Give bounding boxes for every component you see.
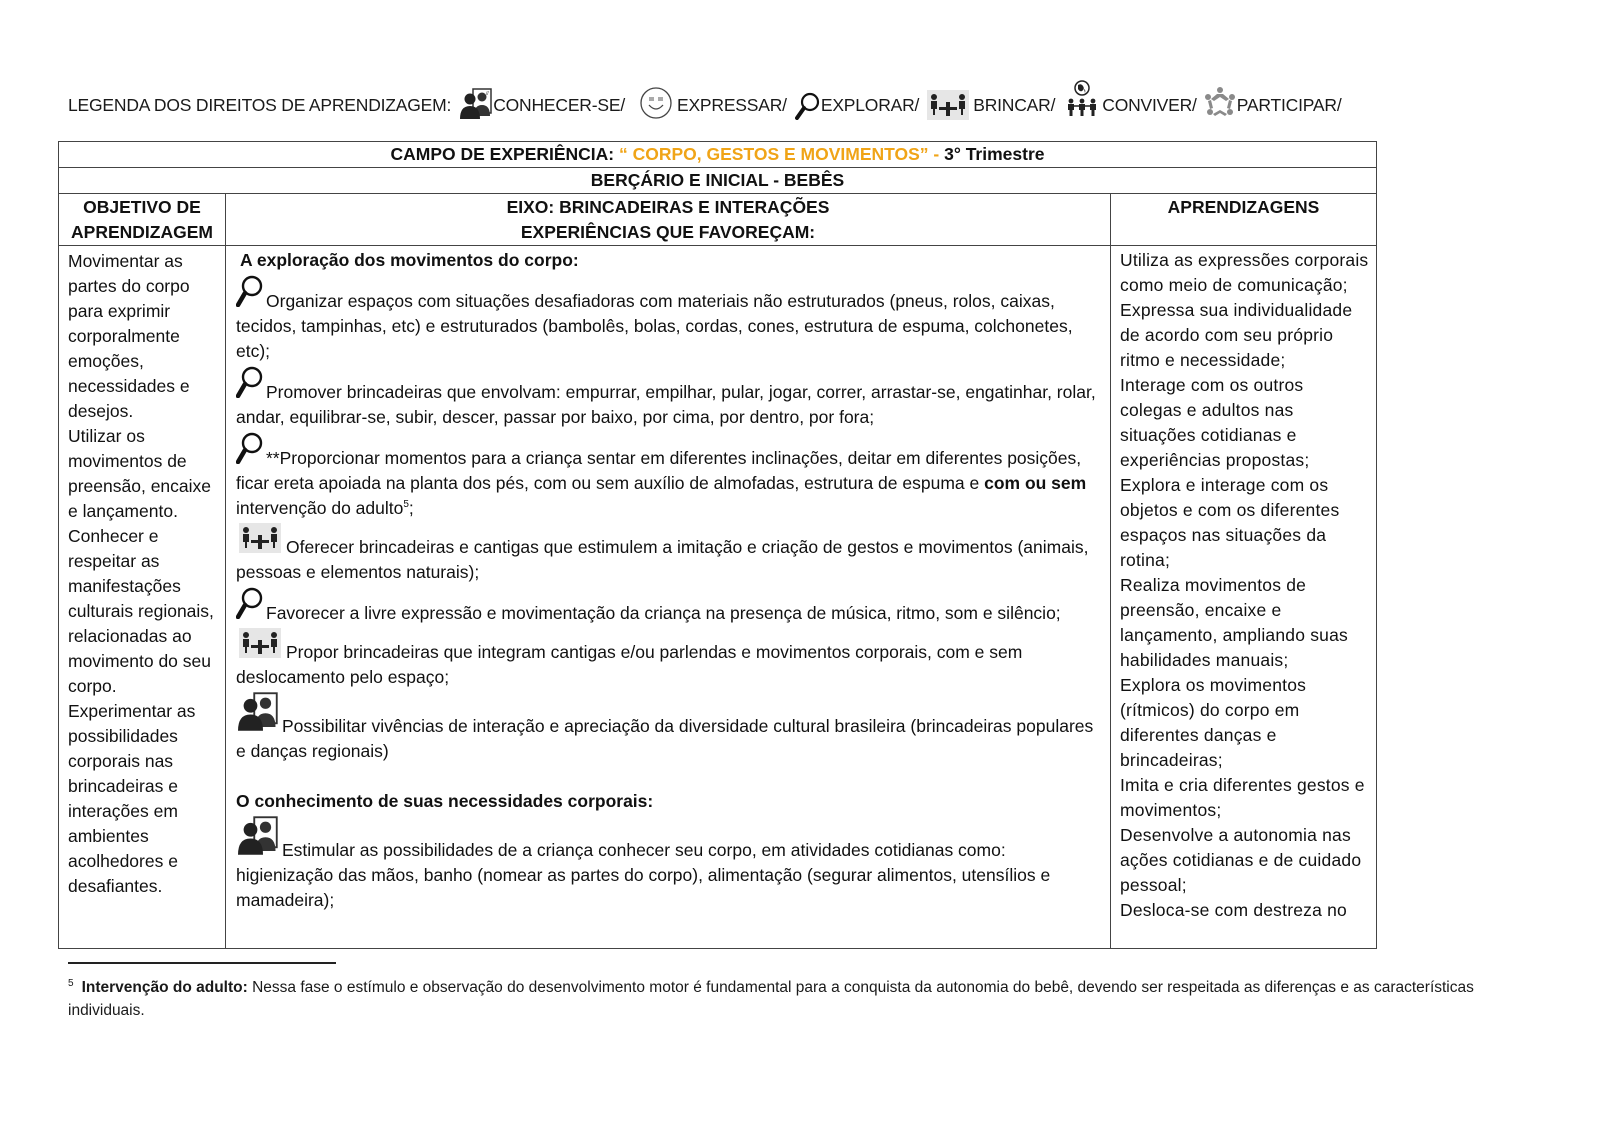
legend-item-conhecer (459, 88, 625, 120)
magnifier-icon (236, 366, 264, 405)
magnifier-icon (795, 92, 821, 120)
header-eixo-line2: EXPERIÊNCIAS QUE FAVOREÇAM: (520, 222, 816, 242)
aprendizagem-item: Explora e interage com os objetos e com os diferentes espaços nas situações da rotina; (1120, 475, 1340, 570)
legend-item-explorar (795, 92, 919, 120)
campo-trimestre: 3° Trimestre (939, 144, 1045, 164)
header-aprendizagens: APRENDIZAGENS (1111, 194, 1377, 246)
experiencias-cell (226, 246, 1111, 949)
people-mirror-icon (236, 816, 280, 863)
experiencia-item (236, 587, 1100, 626)
legend-item-label: CONVIVER/ (1102, 95, 1197, 115)
footnote-separator (68, 962, 336, 964)
campo-title (59, 142, 1377, 168)
legend-item-label: CONHECER-SE/ (493, 95, 625, 115)
aprendizagem-item: Utiliza as expressões corporais como meio de comunicação; (1120, 250, 1369, 295)
header-eixo-line1: EIXO: BRINCADEIRAS E INTERAÇÕES (506, 197, 830, 217)
experiencia-text: Oferecer brincadeiras e cantigas que estimulem a imitação e criação de gestos e movimentos (animais, pessoas e elementos naturais); (236, 537, 1089, 582)
experiencia-item (236, 366, 1100, 430)
legend-bar (68, 66, 1341, 120)
objetivo-item: Experimentar as possibilidades corporais nas brincadeiras e interações em ambientes acolhedores e desafiantes. (68, 701, 196, 896)
experiencia-item (236, 523, 1100, 585)
objetivo-item: Conhecer e respeitar as manifestações culturais regionais, relacionadas ao movimento do seu corpo. (68, 526, 214, 696)
aprendizagem-item: Desenvolve a autonomia nas ações cotidianas e de cuidado pessoal; (1120, 825, 1362, 895)
campo-row (59, 142, 1377, 168)
campo-name: “ CORPO, GESTOS E MOVIMENTOS” - (619, 144, 940, 164)
svg-text://: // (486, 91, 489, 97)
experiencia-text: ; (408, 498, 414, 518)
group-title: BERÇÁRIO E INICIAL - BEBÊS (59, 168, 1377, 194)
column-header-row (59, 194, 1377, 246)
legend-item-conviver (1065, 80, 1196, 120)
footnote-ref[interactable]: 5 (403, 499, 409, 511)
experiencia-text: Propor brincadeiras que integram cantigas e/ou parlendas e movimentos corporais, com e sem deslocamento pelo espaço; (236, 642, 1023, 687)
experiencia-text: Organizar espaços com situações desafiadoras com materiais não estruturados (pneus, rolos, caixas, tecidos, tampinhas, etc) e estruturados (bambolês, bolas, cordas, cones, estrutura de espuma, colchonetes, etc); (236, 291, 1073, 361)
objetivo-item: Utilizar os movimentos de preensão, encaixe e lançamento. (68, 426, 212, 521)
objetivo-item: Movimentar as partes do corpo para exprimir corporalmente emoções, necessidades e desejos. (68, 251, 190, 421)
experiencia-item (236, 692, 1100, 764)
aprendizagem-item: Desloca-se com destreza no (1120, 900, 1347, 920)
section-title: O conhecimento de suas necessidades corporais: (236, 791, 654, 811)
legend-item-brincar (927, 90, 1055, 120)
aprendizagens-cell (1111, 246, 1377, 949)
experiencia-item (236, 816, 1100, 913)
experiencia-text: Promover brincadeiras que envolvam: empurrar, empilhar, pular, jogar, correr, arrastar-se, engatinhar, rolar, andar, equilibrar-se, subir, descer, passar por baixo, por cima, por dentro, por fora; (236, 382, 1096, 427)
aprendizagem-item: Explora os movimentos (rítmicos) do corpo em diferentes danças e brincadeiras; (1120, 675, 1307, 770)
people-mirror-icon (236, 692, 280, 739)
legend-item-label: EXPLORAR/ (820, 95, 920, 115)
children-playing-table-icon (236, 523, 284, 560)
section-title: A exploração dos movimentos do corpo: (240, 250, 579, 270)
content-row (59, 246, 1377, 949)
experiencia-text: Possibilitar vivências de interação e apreciação da diversidade cultural brasileira (brincadeiras populares e danças regionais) (236, 716, 1094, 761)
campo-prefix: CAMPO DE EXPERIÊNCIA: (390, 144, 619, 164)
header-objetivo-line2: APRENDIZAGEM (71, 222, 213, 242)
header-objetivo-line1: OBJETIVO DE (83, 197, 201, 217)
experiencia-bold-text: com ou sem (984, 473, 1087, 493)
experiencia-item (236, 628, 1100, 690)
legend-item-label: PARTICIPAR/ (1236, 95, 1342, 115)
magnifier-icon (236, 587, 264, 626)
experiencia-text: Estimular as possibilidades de a criança conhecer seu corpo, em atividades cotidianas como: higienização das mãos, banho (nomear as partes do corpo), alimentação (segurar alimentos, utensílios e mamadeira); (236, 840, 1051, 910)
footnote-text: Nessa fase o estímulo e observação do desenvolvimento motor é fundamental para a conquista da autonomia do bebê, devendo ser respeitada as diferenças e as características individuais. (68, 979, 1474, 1020)
legend-item-participar (1203, 86, 1342, 120)
people-circle-icon (1203, 86, 1237, 120)
header-objetivo (59, 194, 226, 246)
learning-table (58, 141, 1377, 949)
globe-people-icon (1065, 80, 1099, 120)
footnote-title: Intervenção do adulto: (81, 979, 248, 997)
group-row (59, 168, 1377, 194)
aprendizagem-item: Interage com os outros colegas e adultos nas situações cotidianas e experiências propostas; (1120, 375, 1310, 470)
header-eixo (226, 194, 1111, 246)
legend-item-expressar (639, 86, 787, 120)
smiley-face-icon (639, 86, 673, 120)
aprendizagem-item: Expressa sua individualidade de acordo com seu próprio ritmo e necessidade; (1120, 300, 1353, 370)
objetivos-cell (59, 246, 226, 949)
aprendizagem-item: Imita e cria diferentes gestos e movimentos; (1120, 775, 1365, 820)
legend-item-label: EXPRESSAR/ (676, 95, 787, 115)
footnote-number: 5 (68, 978, 74, 989)
experiencia-text: **Proporcionar momentos para a criança sentar em diferentes inclinações, deitar em diferentes posições, ficar ereta apoiada na planta dos pés, com ou sem auxílio de almofadas, estrutura de espuma e (236, 448, 1082, 493)
people-mirror-icon (459, 88, 493, 120)
magnifier-icon (236, 275, 264, 314)
children-playing-table-icon (236, 628, 284, 665)
experiencia-item (236, 275, 1100, 364)
legend-item-label: BRINCAR/ (973, 95, 1056, 115)
experiencia-item (236, 432, 1100, 521)
experiencia-text: Favorecer a livre expressão e movimentação da criança na presença de música, ritmo, som e silêncio; (266, 603, 1061, 623)
aprendizagem-item: Realiza movimentos de preensão, encaixe e lançamento, ampliando suas habilidades manuais; (1120, 575, 1348, 670)
children-playing-table-icon (927, 90, 969, 120)
legend-label: LEGENDA DOS DIREITOS DE APRENDIZAGEM: (68, 95, 452, 115)
magnifier-icon (236, 432, 264, 471)
footnote (68, 972, 1518, 1022)
experiencia-text: intervenção do adulto (236, 498, 404, 518)
